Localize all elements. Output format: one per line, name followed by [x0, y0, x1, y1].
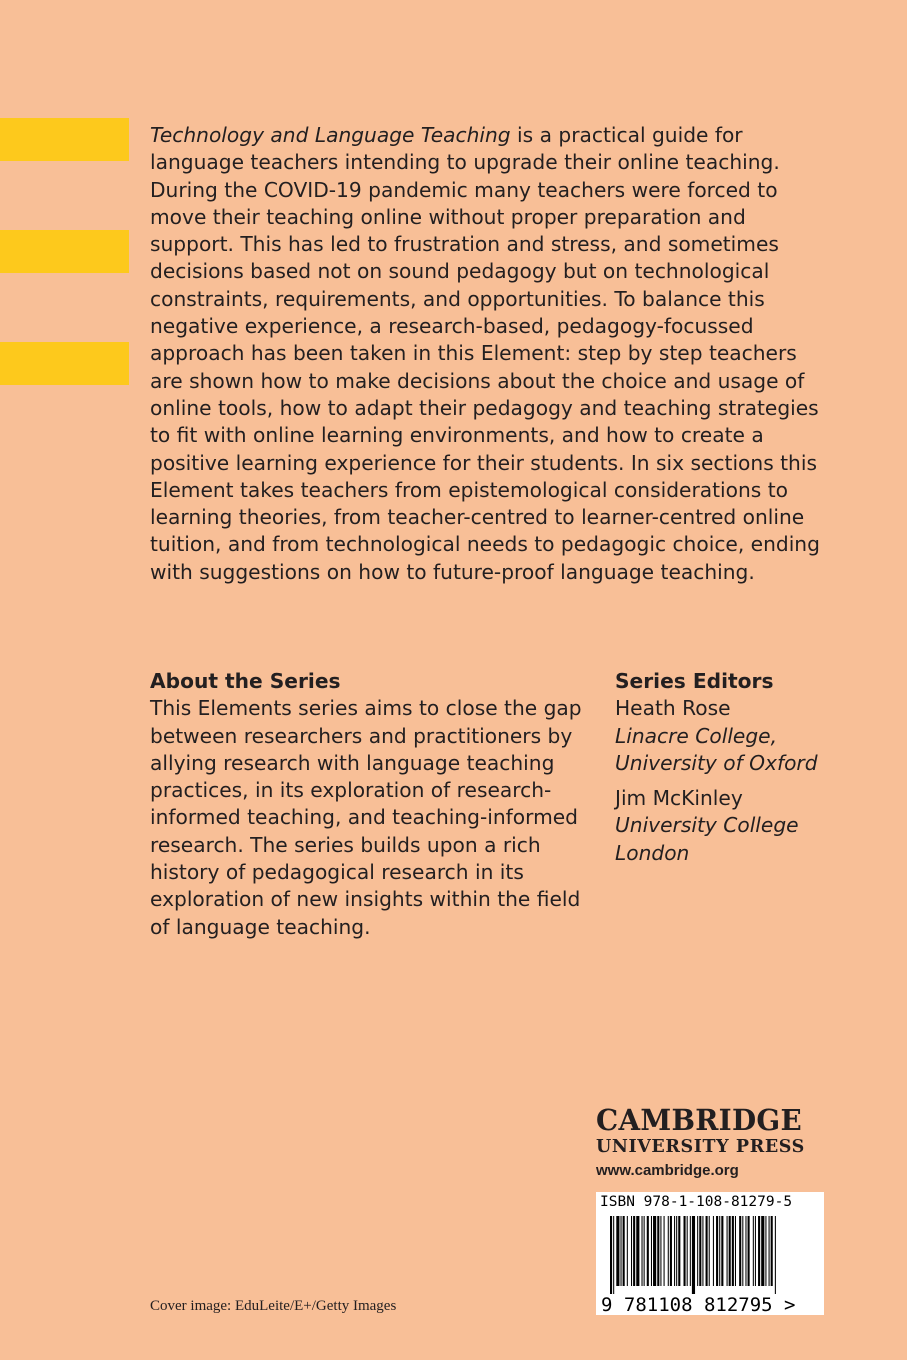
publisher-url: www.cambridge.org [596, 1162, 739, 1179]
series-editors-heading: Series Editors [615, 669, 774, 693]
barcode-bar [616, 1216, 619, 1286]
barcode-bar [657, 1216, 659, 1286]
barcode-bar [633, 1216, 635, 1286]
barcode-bar [739, 1216, 741, 1286]
barcode-bar [745, 1216, 746, 1286]
barcode-bar [735, 1216, 736, 1286]
barcode-bar [758, 1216, 760, 1286]
barcode-bar [729, 1216, 731, 1286]
book-description [150, 122, 830, 586]
barcode-bar [761, 1216, 764, 1286]
barcode-bar [775, 1216, 776, 1294]
series-editors-section [615, 668, 845, 867]
barcode-bar [631, 1216, 632, 1286]
barcode-bar [651, 1216, 652, 1286]
barcode-bar [674, 1216, 675, 1286]
about-series-text: This Elements series aims to close the gap between researchers and practitioners by allying research with language teaching practices, in its exploration of research-informed teaching, and teaching-informed research. The series builds upon a rich history of pedagogical research in its exploration of new insights within the field of language teaching. [150, 696, 582, 939]
barcode-bar [644, 1216, 645, 1286]
book-title: Technology and Language Teaching [150, 123, 511, 147]
barcode-bar [684, 1216, 686, 1286]
about-series-section [150, 668, 600, 941]
barcode-bar [687, 1216, 688, 1286]
accent-bar-1 [0, 118, 129, 161]
barcode-bar [713, 1216, 714, 1286]
publisher-name: CAMBRIDGE [596, 1103, 803, 1137]
barcode-bar [676, 1216, 677, 1286]
barcode-bar [771, 1216, 773, 1286]
isbn-digits: 9 781108 812795 > [601, 1294, 796, 1315]
barcode-bar [690, 1216, 691, 1286]
barcode-bar [670, 1216, 672, 1286]
barcode-bar [727, 1216, 728, 1286]
barcode-bar [716, 1216, 718, 1286]
barcode-bar [721, 1216, 723, 1286]
editor-name: Heath Rose [615, 696, 731, 721]
barcode-bar [623, 1216, 625, 1286]
editor-affiliation: University College London [615, 813, 799, 865]
cover-image-credit: Cover image: EduLeite/E+/Getty Images [150, 1298, 397, 1314]
barcode-bar [742, 1216, 743, 1286]
about-series-heading: About the Series [150, 669, 341, 693]
barcode-bar [653, 1216, 656, 1286]
barcode-bar [678, 1216, 680, 1286]
editor-affiliation: Linacre College, University of Oxford [615, 723, 818, 775]
barcode-bar [647, 1216, 649, 1286]
accent-bar-3 [0, 342, 129, 385]
isbn-barcode [596, 1192, 824, 1315]
isbn-label: ISBN 978-1-108-81279-5 [600, 1194, 793, 1210]
barcode-bar [610, 1216, 612, 1294]
barcode-bar [753, 1216, 754, 1286]
description-text: is a practical guide for language teachers intending to upgrade their online teaching. During the COVID-19 pandemic many teachers were forced to move their teaching online without proper preparation and support. This has led to frustration and stress, and sometimes decisions based not on sound pedagogy but on technological constraints, requirements, and opportunities. To balance this negative experience, a research-based, pedagogy-focussed approach has been taken in this Element: step by step teachers are shown how to make decisions about the choice and usage of online tools, how to adapt their pedagogy and teaching strategies to fit with online learning environments, and how to create a positive learning experience for their students. In six sections this Element takes teachers from epistemological considerations to learning theories, from teacher-centred to learner-centred online tuition, and from technological needs to pedagogic choice, ending with suggestions on how to future-proof language teaching. [150, 123, 820, 584]
barcode-bar [627, 1216, 628, 1286]
barcode-bar [699, 1216, 701, 1286]
barcode-bar [621, 1216, 622, 1286]
barcode-bar [692, 1216, 695, 1294]
barcode-bar [755, 1216, 756, 1286]
barcode-bar [702, 1216, 703, 1286]
barcode-bar [748, 1216, 750, 1286]
publisher-logo [596, 1104, 826, 1181]
editor-name: Jim McKinley [615, 786, 743, 811]
barcode-bar [613, 1216, 614, 1294]
barcode-bar [660, 1216, 661, 1286]
barcode-bar [719, 1216, 720, 1286]
publisher-subtitle: UNIVERSITY PRESS [596, 1137, 805, 1157]
barcode-bar [709, 1216, 710, 1286]
barcode-bar [706, 1216, 708, 1286]
barcode-bar [664, 1216, 665, 1286]
barcode-bar [636, 1216, 639, 1286]
editor-entry [615, 695, 845, 777]
barcode-bar [769, 1216, 770, 1286]
barcode-bar [732, 1216, 734, 1286]
barcode-bar [697, 1216, 698, 1286]
barcode-bar [765, 1216, 766, 1286]
accent-bar-2 [0, 230, 129, 273]
barcode-bar [642, 1216, 643, 1286]
barcode-bar [668, 1216, 669, 1286]
barcode-bars [596, 1192, 824, 1315]
editor-entry [615, 785, 845, 867]
